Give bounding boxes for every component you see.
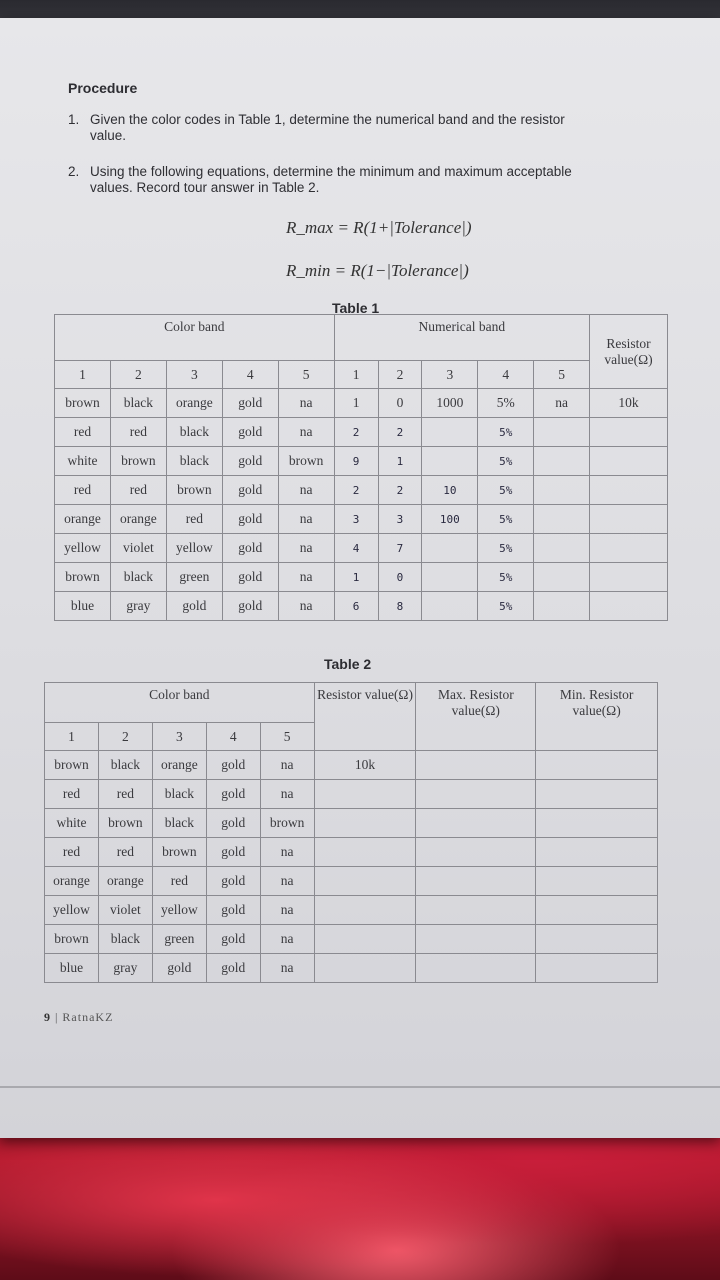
- procedure-heading: Procedure: [68, 80, 138, 96]
- numerical-band-cell: 8: [378, 592, 422, 621]
- color-band-cell: gold: [222, 563, 278, 592]
- band-number: 1: [334, 361, 378, 389]
- color-band-cell: orange: [166, 389, 222, 418]
- color-band-cell: na: [278, 563, 334, 592]
- numerical-band-cell: 2: [334, 418, 378, 447]
- color-band-cell: gold: [206, 838, 260, 867]
- color-band-cell: black: [166, 447, 222, 476]
- numerical-band-cell: [422, 592, 478, 621]
- min-resistor-cell: [536, 925, 658, 954]
- table-row: [45, 780, 658, 809]
- numerical-band-header: Numerical band: [334, 315, 589, 361]
- resistor-value-cell: [314, 925, 416, 954]
- color-band-cell: gold: [222, 418, 278, 447]
- resistor-value-cell: [590, 476, 668, 505]
- max-resistor-cell: [416, 780, 536, 809]
- max-resistor-cell: [416, 896, 536, 925]
- color-band-cell: na: [260, 925, 314, 954]
- color-band-cell: brown: [166, 476, 222, 505]
- table-row: [55, 447, 668, 476]
- table-row: [55, 476, 668, 505]
- resistor-value-cell: [314, 896, 416, 925]
- numerical-band-cell: [422, 447, 478, 476]
- color-band-cell: white: [45, 809, 99, 838]
- max-resistor-cell: [416, 925, 536, 954]
- table-row: [55, 389, 668, 418]
- band-number: 3: [422, 361, 478, 389]
- step-text-line2: values. Record tour answer in Table 2.: [90, 180, 320, 195]
- numerical-band-cell: 6: [334, 592, 378, 621]
- numerical-band-cell: 5%: [478, 592, 534, 621]
- table-row: [45, 925, 658, 954]
- color-band-cell: yellow: [55, 534, 111, 563]
- color-band-cell: gold: [206, 867, 260, 896]
- color-band-cell: yellow: [45, 896, 99, 925]
- band-number: 1: [55, 361, 111, 389]
- band-number: 2: [378, 361, 422, 389]
- color-band-cell: black: [152, 809, 206, 838]
- color-band-cell: red: [55, 476, 111, 505]
- color-band-cell: na: [278, 592, 334, 621]
- numerical-band-cell: [534, 534, 590, 563]
- color-band-cell: red: [110, 476, 166, 505]
- resistor-value-cell: [590, 447, 668, 476]
- color-band-cell: gold: [222, 476, 278, 505]
- numerical-band-cell: 1: [378, 447, 422, 476]
- min-resistor-header: Min. Resistor value(Ω): [536, 683, 658, 751]
- numerical-band-cell: 10: [422, 476, 478, 505]
- color-band-cell: blue: [45, 954, 99, 983]
- footer-author: RatnaKZ: [62, 1010, 114, 1024]
- color-band-cell: orange: [45, 867, 99, 896]
- table-row: [45, 896, 658, 925]
- color-band-cell: brown: [55, 563, 111, 592]
- min-resistor-cell: [536, 954, 658, 983]
- color-band-cell: red: [45, 838, 99, 867]
- step-text-line2: value.: [90, 128, 127, 143]
- color-band-cell: na: [260, 867, 314, 896]
- table-row: [45, 838, 658, 867]
- resistor-value-cell: [314, 838, 416, 867]
- color-band-cell: gold: [222, 447, 278, 476]
- color-band-cell: gold: [206, 925, 260, 954]
- step-text-line1: Given the color codes in Table 1, determine the numerical band and the resistor: [90, 112, 565, 127]
- numerical-band-cell: [534, 447, 590, 476]
- numerical-band-cell: [422, 418, 478, 447]
- numerical-band-cell: 0: [378, 563, 422, 592]
- max-resistor-cell: [416, 954, 536, 983]
- color-band-cell: na: [278, 505, 334, 534]
- numerical-band-cell: [422, 563, 478, 592]
- band-number: 5: [534, 361, 590, 389]
- color-band-cell: na: [260, 954, 314, 983]
- color-band-cell: orange: [152, 751, 206, 780]
- numerical-band-cell: [534, 476, 590, 505]
- color-band-cell: orange: [55, 505, 111, 534]
- numerical-band-cell: 1: [334, 389, 378, 418]
- color-band-cell: gold: [206, 954, 260, 983]
- color-band-cell: black: [152, 780, 206, 809]
- band-number: 3: [166, 361, 222, 389]
- color-band-cell: orange: [98, 867, 152, 896]
- band-number: 5: [278, 361, 334, 389]
- color-band-cell: red: [55, 418, 111, 447]
- color-band-cell: gold: [206, 780, 260, 809]
- color-band-cell: brown: [278, 447, 334, 476]
- color-band-cell: brown: [98, 809, 152, 838]
- color-band-cell: gold: [206, 896, 260, 925]
- color-band-cell: black: [166, 418, 222, 447]
- table-1: [54, 314, 668, 621]
- resistor-value-cell: [590, 563, 668, 592]
- color-band-cell: green: [166, 563, 222, 592]
- procedure-step-1: [68, 112, 680, 144]
- band-number: 4: [222, 361, 278, 389]
- numerical-band-cell: 5%: [478, 476, 534, 505]
- color-band-cell: red: [110, 418, 166, 447]
- min-resistor-cell: [536, 896, 658, 925]
- color-band-cell: red: [166, 505, 222, 534]
- table1-band-number-row: [55, 361, 668, 389]
- numerical-band-cell: [534, 418, 590, 447]
- numerical-band-cell: 5%: [478, 505, 534, 534]
- color-band-cell: red: [152, 867, 206, 896]
- numerical-band-cell: 2: [334, 476, 378, 505]
- color-band-cell: violet: [110, 534, 166, 563]
- table-row: [55, 592, 668, 621]
- table-2: [44, 682, 658, 983]
- color-band-cell: gold: [206, 809, 260, 838]
- resistor-value-cell: [314, 809, 416, 838]
- numerical-band-cell: [534, 592, 590, 621]
- color-band-header: Color band: [45, 683, 315, 723]
- color-band-cell: white: [55, 447, 111, 476]
- color-band-cell: red: [45, 780, 99, 809]
- min-resistor-cell: [536, 867, 658, 896]
- table2-header-row: [45, 683, 658, 723]
- footer-separator: |: [55, 1010, 59, 1024]
- numerical-band-cell: [534, 505, 590, 534]
- max-resistor-header: Max. Resistor value(Ω): [416, 683, 536, 751]
- color-band-cell: yellow: [152, 896, 206, 925]
- color-band-cell: gold: [222, 592, 278, 621]
- procedure-step-2: [68, 164, 680, 196]
- max-resistor-cell: [416, 751, 536, 780]
- max-resistor-cell: [416, 809, 536, 838]
- numerical-band-cell: 0: [378, 389, 422, 418]
- color-band-cell: na: [260, 896, 314, 925]
- color-band-cell: brown: [45, 751, 99, 780]
- band-number: 5: [260, 723, 314, 751]
- color-band-cell: red: [98, 780, 152, 809]
- numerical-band-cell: 100: [422, 505, 478, 534]
- step-text-line1: Using the following equations, determine the minimum and maximum acceptable: [90, 164, 572, 179]
- step-number: 1.: [68, 112, 80, 127]
- numerical-band-cell: 3: [334, 505, 378, 534]
- rmax-equation: R_max = R(1+|Tolerance|): [286, 218, 472, 237]
- numerical-band-cell: 2: [378, 418, 422, 447]
- table-row: [55, 505, 668, 534]
- numerical-band-cell: 3: [378, 505, 422, 534]
- color-band-cell: gold: [152, 954, 206, 983]
- color-band-cell: na: [278, 476, 334, 505]
- rmin-equation: R_min = R(1−|Tolerance|): [286, 261, 469, 280]
- color-band-cell: na: [278, 389, 334, 418]
- color-band-cell: na: [260, 780, 314, 809]
- table1-header-row: [55, 315, 668, 361]
- band-number: 4: [478, 361, 534, 389]
- color-band-cell: brown: [45, 925, 99, 954]
- page-number: 9: [44, 1010, 51, 1024]
- numerical-band-cell: 5%: [478, 447, 534, 476]
- resistor-value-cell: [590, 418, 668, 447]
- band-number: 3: [152, 723, 206, 751]
- max-resistor-cell: [416, 838, 536, 867]
- band-number: 2: [98, 723, 152, 751]
- numerical-band-cell: 4: [334, 534, 378, 563]
- color-band-cell: yellow: [166, 534, 222, 563]
- page-footer: [44, 1010, 113, 1025]
- min-resistor-cell: [536, 780, 658, 809]
- color-band-cell: brown: [55, 389, 111, 418]
- numerical-band-cell: 9: [334, 447, 378, 476]
- numerical-band-cell: 5%: [478, 534, 534, 563]
- color-band-cell: gold: [222, 534, 278, 563]
- color-band-cell: gray: [110, 592, 166, 621]
- resistor-value-header: Resistor value(Ω): [590, 315, 668, 389]
- resistor-value-cell: 10k: [590, 389, 668, 418]
- color-band-cell: blue: [55, 592, 111, 621]
- table-row: [45, 867, 658, 896]
- numerical-band-cell: 5%: [478, 418, 534, 447]
- max-resistor-cell: [416, 867, 536, 896]
- table-row: [45, 954, 658, 983]
- color-band-cell: na: [278, 418, 334, 447]
- numerical-band-cell: 5%: [478, 389, 534, 418]
- band-number: 2: [110, 361, 166, 389]
- color-band-cell: gray: [98, 954, 152, 983]
- color-band-cell: green: [152, 925, 206, 954]
- color-band-cell: gold: [206, 751, 260, 780]
- min-resistor-cell: [536, 838, 658, 867]
- numerical-band-cell: 2: [378, 476, 422, 505]
- resistor-value-header: Resistor value(Ω): [314, 683, 416, 751]
- page-edge-line: [0, 1086, 720, 1088]
- color-band-cell: na: [260, 751, 314, 780]
- resistor-value-cell: [590, 534, 668, 563]
- step-number: 2.: [68, 164, 80, 179]
- table-row: [45, 809, 658, 838]
- min-resistor-cell: [536, 751, 658, 780]
- resistor-value-cell: [314, 780, 416, 809]
- table1-caption: Table 1: [332, 300, 380, 316]
- table-row: [55, 534, 668, 563]
- color-band-cell: gold: [222, 389, 278, 418]
- min-resistor-cell: [536, 809, 658, 838]
- resistor-value-cell: [314, 954, 416, 983]
- color-band-cell: brown: [152, 838, 206, 867]
- resistor-value-cell: [314, 867, 416, 896]
- color-band-cell: brown: [260, 809, 314, 838]
- numerical-band-cell: 5%: [478, 563, 534, 592]
- color-band-cell: red: [98, 838, 152, 867]
- table2-caption: Table 2: [324, 656, 372, 672]
- color-band-cell: black: [98, 751, 152, 780]
- resistor-value-cell: 10k: [314, 751, 416, 780]
- table-row: [45, 751, 658, 780]
- worksheet-page: [0, 18, 720, 1138]
- band-number: 1: [45, 723, 99, 751]
- resistor-value-cell: [590, 592, 668, 621]
- color-band-cell: black: [98, 925, 152, 954]
- color-band-cell: violet: [98, 896, 152, 925]
- color-band-cell: brown: [110, 447, 166, 476]
- band-number: 4: [206, 723, 260, 751]
- color-band-cell: orange: [110, 505, 166, 534]
- color-band-header: Color band: [55, 315, 335, 361]
- table-row: [55, 563, 668, 592]
- color-band-cell: na: [260, 838, 314, 867]
- color-band-cell: gold: [222, 505, 278, 534]
- resistor-value-cell: [590, 505, 668, 534]
- numerical-band-cell: 1000: [422, 389, 478, 418]
- color-band-cell: black: [110, 389, 166, 418]
- numerical-band-cell: [534, 563, 590, 592]
- numerical-band-cell: [422, 534, 478, 563]
- numerical-band-cell: na: [534, 389, 590, 418]
- color-band-cell: na: [278, 534, 334, 563]
- color-band-cell: black: [110, 563, 166, 592]
- numerical-band-cell: 1: [334, 563, 378, 592]
- table-row: [55, 418, 668, 447]
- numerical-band-cell: 7: [378, 534, 422, 563]
- color-band-cell: gold: [166, 592, 222, 621]
